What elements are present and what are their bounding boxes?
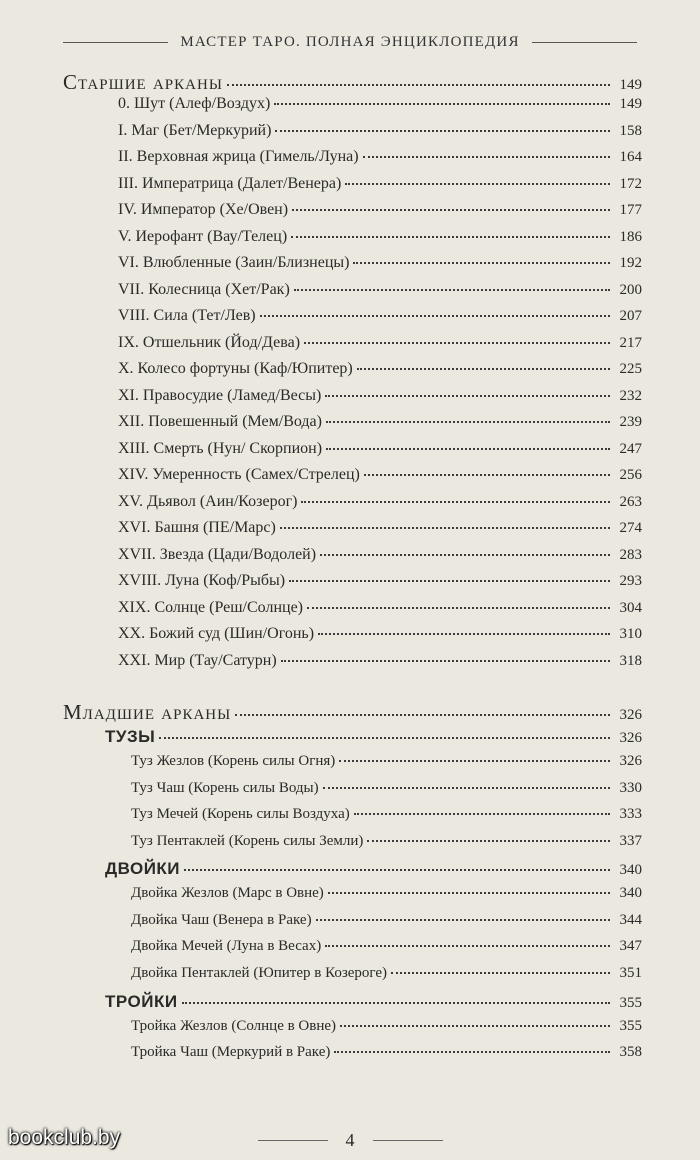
- toc-entry-title: XIX. Солнце (Реш/Солнце): [118, 599, 303, 616]
- toc-entry-item[interactable]: [118, 440, 642, 464]
- toc-entry-page: 347: [619, 938, 642, 954]
- toc-entry-item[interactable]: [118, 175, 642, 199]
- toc-entry-subhead[interactable]: [105, 727, 642, 751]
- toc-entry-item[interactable]: [118, 360, 642, 384]
- toc-entry-page: 330: [619, 780, 642, 796]
- toc-entry-page: 318: [619, 653, 642, 669]
- dot-leader: [357, 368, 610, 370]
- toc-entry-title: XVI. Башня (ПЕ/Марс): [118, 519, 276, 536]
- toc-entry-page: 164: [619, 149, 642, 165]
- toc-entry-sub[interactable]: [131, 1044, 642, 1068]
- toc-entry-title: Туз Жезлов (Корень силы Огня): [131, 753, 336, 769]
- toc-entry-title: VIII. Сила (Тет/Лев): [118, 307, 256, 324]
- toc-entry-sub[interactable]: [131, 753, 642, 777]
- toc-entry-page: 337: [619, 833, 642, 849]
- toc-entry-title: Двойка Мечей (Луна в Весах): [131, 938, 322, 954]
- toc-entry-item[interactable]: [118, 413, 642, 437]
- toc-entry-page: 225: [619, 361, 642, 377]
- toc-entry-title: ТРОЙКИ: [105, 992, 178, 1011]
- toc-entry-title: 0. Шут (Алеф/Воздух): [118, 95, 271, 112]
- dot-leader: [307, 607, 610, 609]
- toc-entry-page: 186: [619, 229, 642, 245]
- toc-entry-title: VI. Влюбленные (Заин/Близнецы): [118, 254, 350, 271]
- dot-leader: [318, 633, 610, 635]
- header-rule-left: [63, 42, 168, 43]
- toc-entry-item[interactable]: [118, 625, 642, 649]
- page-number: 4: [345, 1129, 355, 1150]
- dot-leader: [328, 892, 610, 894]
- toc-entry-title: Двойка Жезлов (Марс в Овне): [131, 885, 324, 901]
- toc-entry-item[interactable]: [118, 599, 642, 623]
- toc-entry-title: Двойка Пентаклей (Юпитер в Козероге): [131, 965, 388, 981]
- toc-entry-title: IX. Отшельник (Йод/Дева): [118, 334, 301, 351]
- toc-entry-title: X. Колесо фортуны (Каф/Юпитер): [118, 360, 353, 377]
- toc-entry-page: 310: [619, 626, 642, 642]
- toc-entry-title: V. Иерофант (Вау/Телец): [118, 228, 288, 245]
- toc-entry-sub[interactable]: [131, 885, 642, 909]
- toc-entry-sub[interactable]: [131, 912, 642, 936]
- dot-leader: [301, 501, 610, 503]
- toc-entry-title: ТУЗЫ: [105, 727, 156, 746]
- footer-rule-left: [258, 1140, 328, 1141]
- dot-leader: [391, 972, 610, 974]
- toc-entry-title: III. Императрица (Далет/Венера): [118, 175, 342, 192]
- toc-entry-page: 207: [619, 308, 642, 324]
- dot-leader: [325, 395, 610, 397]
- toc-entry-page: 358: [619, 1044, 642, 1060]
- dot-leader: [353, 262, 610, 264]
- toc-entry-item[interactable]: [118, 334, 642, 358]
- toc-entry-page: 340: [619, 862, 642, 878]
- toc-entry-item[interactable]: [118, 493, 642, 517]
- toc-entry-title: Старшие арканы: [63, 70, 223, 94]
- toc-entry-page: 283: [619, 547, 642, 563]
- toc-entry-title: Тройка Жезлов (Солнце в Овне): [131, 1018, 337, 1034]
- dot-leader: [354, 813, 610, 815]
- toc-entry-page: 333: [619, 806, 642, 822]
- dot-leader: [323, 787, 610, 789]
- toc-entry-page: 177: [619, 202, 642, 218]
- toc-entry-title: I. Маг (Бет/Меркурий): [118, 122, 272, 139]
- toc-entry-subhead[interactable]: [105, 992, 642, 1016]
- toc-entry-item[interactable]: [118, 519, 642, 543]
- dot-leader: [363, 156, 610, 158]
- toc-entry-item[interactable]: [118, 546, 642, 570]
- toc-entry-page: 304: [619, 600, 642, 616]
- toc-entry-title: ДВОЙКИ: [105, 859, 181, 878]
- toc-entry-page: 149: [619, 77, 642, 93]
- toc-entry-page: 158: [619, 123, 642, 139]
- toc-entry-page: 293: [619, 573, 642, 589]
- toc-entry-item[interactable]: [118, 307, 642, 331]
- dot-leader: [304, 342, 610, 344]
- toc-entry-title: II. Верховная жрица (Гимель/Луна): [118, 148, 359, 165]
- toc-entry-page: 326: [619, 730, 642, 746]
- dot-leader: [291, 236, 610, 238]
- dot-leader: [345, 183, 610, 185]
- toc-entry-item[interactable]: [118, 95, 642, 119]
- dot-leader: [274, 103, 610, 105]
- dot-leader: [227, 84, 610, 86]
- toc-entry-title: VII. Колесница (Хет/Рак): [118, 281, 290, 298]
- dot-leader: [275, 130, 610, 132]
- toc-entry-item[interactable]: [118, 201, 642, 225]
- dot-leader: [182, 1002, 610, 1004]
- toc-entry-title: Тройка Чаш (Меркурий в Раке): [131, 1044, 331, 1060]
- toc-entry-sub[interactable]: [131, 1018, 642, 1042]
- dot-leader: [334, 1051, 610, 1053]
- toc-entry-page: 355: [619, 995, 642, 1011]
- toc-entry-page: 239: [619, 414, 642, 430]
- toc-entry-page: 172: [619, 176, 642, 192]
- toc-entry-sub[interactable]: [131, 938, 642, 962]
- dot-leader: [280, 527, 610, 529]
- toc-entry-title: XVII. Звезда (Цади/Водолей): [118, 546, 317, 563]
- toc-entry-page: 192: [619, 255, 642, 271]
- toc-entry-title: XII. Повешенный (Мем/Вода): [118, 413, 322, 430]
- toc-entry-page: 344: [619, 912, 642, 928]
- toc-entry-item[interactable]: [118, 281, 642, 305]
- dot-leader: [292, 209, 610, 211]
- toc-entry-subhead[interactable]: [105, 859, 642, 883]
- toc-entry-page: 263: [619, 494, 642, 510]
- toc-entry-page: 274: [619, 520, 642, 536]
- toc-entry-title: XX. Божий суд (Шин/Огонь): [118, 625, 315, 642]
- dot-leader: [289, 580, 610, 582]
- dot-leader: [281, 660, 610, 662]
- toc-entry-title: Двойка Чаш (Венера в Раке): [131, 912, 312, 928]
- toc-entry-title: XV. Дьявол (Аин/Козерог): [118, 493, 298, 510]
- running-title: МАСТЕР ТАРО. ПОЛНАЯ ЭНЦИКЛОПЕДИЯ: [180, 33, 520, 50]
- toc-entry-page: 351: [619, 965, 642, 981]
- dot-leader: [325, 945, 610, 947]
- dot-leader: [235, 714, 610, 716]
- toc-entry-title: XVIII. Луна (Коф/Рыбы): [118, 572, 286, 589]
- toc-entry-section[interactable]: [63, 70, 642, 94]
- dot-leader: [339, 760, 610, 762]
- dot-leader: [159, 737, 610, 739]
- toc-entry-title: Младшие арканы: [63, 700, 232, 724]
- dot-leader: [260, 315, 610, 317]
- watermark-text: bookclub.by: [8, 1126, 121, 1149]
- toc-entry-item[interactable]: [118, 122, 642, 146]
- dot-leader: [367, 840, 610, 842]
- toc-entry-page: 217: [619, 335, 642, 351]
- toc-entry-page: 340: [619, 885, 642, 901]
- toc-entry-title: XIV. Умеренность (Самех/Стрелец): [118, 466, 360, 483]
- footer-rule-right: [373, 1140, 443, 1141]
- toc-entry-title: Туз Пентаклей (Корень силы Земли): [131, 833, 364, 849]
- toc-entry-page: 256: [619, 467, 642, 483]
- toc-entry-item[interactable]: [118, 652, 642, 676]
- dot-leader: [184, 869, 610, 871]
- toc-entry-sub[interactable]: [131, 965, 642, 989]
- toc-entry-item[interactable]: [118, 254, 642, 278]
- dot-leader: [326, 421, 610, 423]
- toc-entry-sub[interactable]: [131, 806, 642, 830]
- dot-leader: [294, 289, 610, 291]
- toc-entry-page: 149: [619, 96, 642, 112]
- header-rule-right: [532, 42, 637, 43]
- toc-entry-page: 355: [619, 1018, 642, 1034]
- toc-entry-sub[interactable]: [131, 780, 642, 804]
- toc-entry-item[interactable]: [118, 572, 642, 596]
- running-header: [0, 30, 700, 54]
- dot-leader: [320, 554, 610, 556]
- toc-entry-title: Туз Чаш (Корень силы Воды): [131, 780, 319, 796]
- toc-entry-page: 326: [619, 753, 642, 769]
- toc-entry-page: 232: [619, 388, 642, 404]
- toc-entry-item[interactable]: [118, 148, 642, 172]
- toc-entry-item[interactable]: [118, 387, 642, 411]
- toc-entry-page: 326: [619, 707, 642, 723]
- dot-leader: [316, 919, 610, 921]
- dot-leader: [364, 474, 610, 476]
- toc-entry-title: IV. Император (Хе/Овен): [118, 201, 289, 218]
- toc-entry-title: XIII. Смерть (Нун/ Скорпион): [118, 440, 323, 457]
- toc-entry-title: XXI. Мир (Тау/Сатурн): [118, 652, 277, 669]
- dot-leader: [340, 1025, 610, 1027]
- toc-entry-item[interactable]: [118, 466, 642, 490]
- toc-entry-title: Туз Мечей (Корень силы Воздуха): [131, 806, 350, 822]
- toc-entry-page: 247: [619, 441, 642, 457]
- dot-leader: [326, 448, 610, 450]
- toc-entry-section[interactable]: [63, 700, 642, 724]
- toc-entry-item[interactable]: [118, 228, 642, 252]
- toc-entry-page: 200: [619, 282, 642, 298]
- toc-entry-title: XI. Правосудие (Ламед/Весы): [118, 387, 322, 404]
- toc-entry-sub[interactable]: [131, 833, 642, 857]
